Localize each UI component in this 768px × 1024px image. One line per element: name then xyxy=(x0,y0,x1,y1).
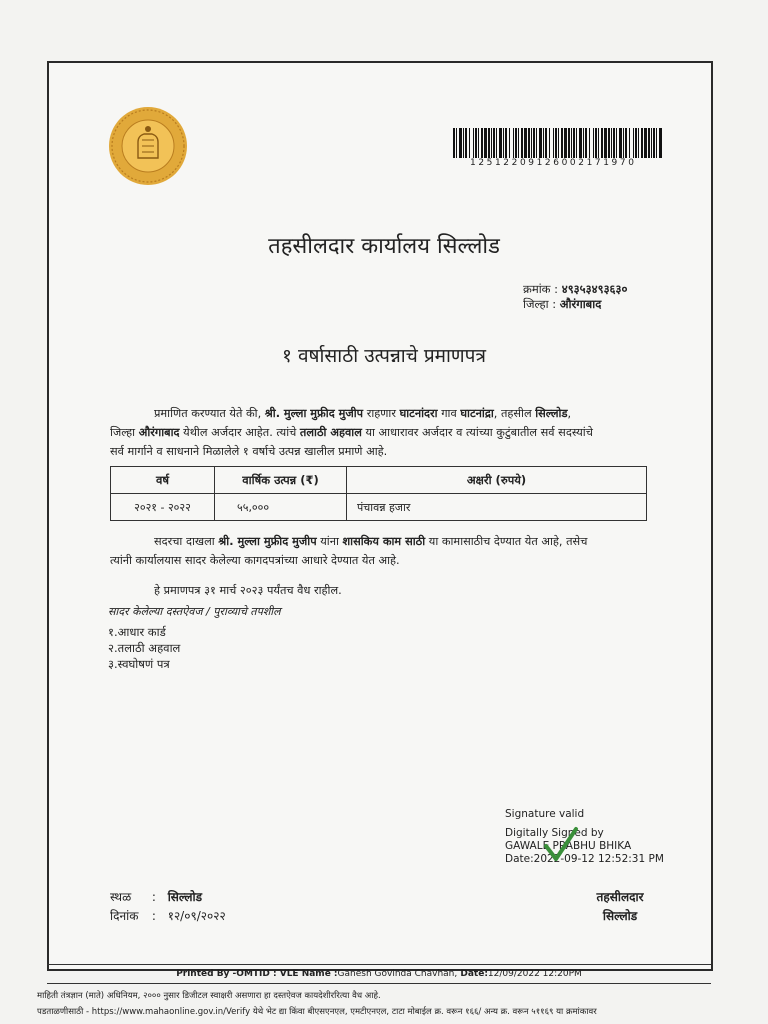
table-row xyxy=(111,494,647,521)
krama-label: क्रमांक : xyxy=(523,282,559,296)
officer-place: सिल्लोड xyxy=(602,909,638,923)
intro-text: येथील अर्जदार आहेत. त्यांचे xyxy=(179,426,300,439)
district-name: औरंगाबाद xyxy=(138,426,180,439)
table-header: अक्षरी (रुपये) xyxy=(347,467,647,494)
purpose-text: यांना xyxy=(316,535,343,548)
documents-list xyxy=(108,604,281,672)
signature-line: GAWALE PRABHU BHIKA xyxy=(505,840,632,852)
officer-block xyxy=(570,888,670,926)
village-name: घाटनांदरा xyxy=(399,407,438,420)
village-name: घाटनांद्रा xyxy=(460,407,494,420)
sthal-label: स्थळ xyxy=(110,890,132,904)
list-item: १.आधार कार्ड xyxy=(108,625,166,639)
income-table xyxy=(110,466,647,521)
intro-text: , xyxy=(567,407,572,420)
signature-line: Date:2022-09-12 12:52:31 PM xyxy=(505,853,664,865)
intro-text: गाव xyxy=(437,407,461,420)
purpose-text: त्यांनी कार्यालयास सादर केलेल्या कागदपत्रांच्या आधारे देण्यात येत आहे. xyxy=(110,554,400,567)
intro-text: , तहसील xyxy=(493,407,536,420)
digital-signature xyxy=(505,808,664,866)
list-item: २.तलाठी अहवाल xyxy=(108,641,181,655)
table-header: वर्ष xyxy=(111,467,215,494)
table-cell: २०२१ - २०२२ xyxy=(111,494,215,521)
tehsil-name: सिल्लोड xyxy=(535,407,568,420)
list-item: ३.स्वघोषणं पत्र xyxy=(108,657,170,671)
barcode-number: 1251220912600217197​0 xyxy=(470,158,637,168)
dinank-value: १२/०९/२०२२ xyxy=(167,909,226,923)
office-title: तहसीलदार कार्यालय सिल्लोड xyxy=(268,234,500,259)
intro-text: राहणार xyxy=(363,407,400,420)
intro-text: सर्व मार्गाने व साधनाने मिळालेले १ वर्षाचे उत्पन्न खालील प्रमाणे आहे. xyxy=(110,445,388,458)
signature-line: Digitally Signed by xyxy=(505,827,604,839)
reference-block xyxy=(523,282,628,312)
table-header: वार्षिक उत्पन्न (₹) xyxy=(215,467,347,494)
check-mark-icon xyxy=(543,826,579,864)
report-name: तलाठी अहवाल xyxy=(299,426,362,439)
government-seal-icon xyxy=(108,106,188,186)
printed-date-label: Date: xyxy=(457,969,488,979)
purpose-value: शासकिय काम साठी xyxy=(342,535,426,548)
intro-paragraph xyxy=(110,404,650,461)
jilha-label: जिल्हा : xyxy=(523,297,557,311)
jilha-value: औरंगाबाद xyxy=(559,297,602,311)
applicant-name: श्री. मुल्ला मुफ्रीद मुजीप xyxy=(264,407,364,420)
purpose-text: सदरचा दाखला xyxy=(154,535,219,548)
printed-date: 12/09/2022 12:20PM xyxy=(487,969,582,979)
barcode xyxy=(453,128,665,158)
krama-value: ४९३५३४९३६३० xyxy=(561,282,628,296)
intro-text: जिल्हा xyxy=(110,426,139,439)
printed-by-name: Ganesh Govinda Chavhan, xyxy=(337,969,458,979)
officer-title: तहसीलदार xyxy=(596,890,644,904)
place-date-block: स्थळ : सिल्लोड दिनांक : १२/०९/२०२२ xyxy=(110,888,226,926)
footer-line: माहिती तंत्रज्ञान (माते) अधिनियम, २००० नुसार डिजीटल स्वाक्षरी असणारा हा दस्तऐवज कायदेशीररित्या वैध आहे. xyxy=(37,991,381,1001)
documents-heading: सादर केलेल्या दस्तऐवज / पुराव्याचे तपशील xyxy=(108,605,281,618)
signature-valid-text: Signature valid xyxy=(505,808,585,820)
applicant-name: श्री. मुल्ला मुफ्रीद मुजीप xyxy=(218,535,317,548)
intro-text: प्रमाणित करण्यात येते की, xyxy=(154,407,265,420)
footer-line: पडताळणीसाठी - https://www.mahaonline.gov.in/Verify येथे भेट द्या किंवा बीएसएनएल, एमटीएनएल, टाटा मोबाईल क्र. वरून १६६/ अन्य क्र. वरून ५११६९ या क्रमांकावर xyxy=(37,1007,597,1017)
purpose-text: या कामासाठीच देण्यात येत आहे, तसेच xyxy=(425,535,588,548)
dinank-label: दिनांक xyxy=(110,909,139,923)
sthal-value: सिल्लोड xyxy=(167,890,202,904)
printed-by-bar xyxy=(47,964,711,984)
printed-by-label: Printed By -OMTID : VLE Name : xyxy=(176,969,338,979)
table-cell: ५५,००० xyxy=(215,494,347,521)
purpose-paragraph xyxy=(110,532,650,570)
certificate-title: १ वर्षासाठी उत्पन्नाचे प्रमाणपत्र xyxy=(282,345,486,367)
intro-text: या आधारावर अर्जदार व त्यांच्या कुटुंबातील सर्व सदस्यांचे xyxy=(361,426,593,439)
validity-text: हे प्रमाणपत्र ३१ मार्च २०२३ पर्यंतच वैध राहील. xyxy=(154,584,342,597)
table-cell: पंचावन्न हजार xyxy=(347,494,647,521)
